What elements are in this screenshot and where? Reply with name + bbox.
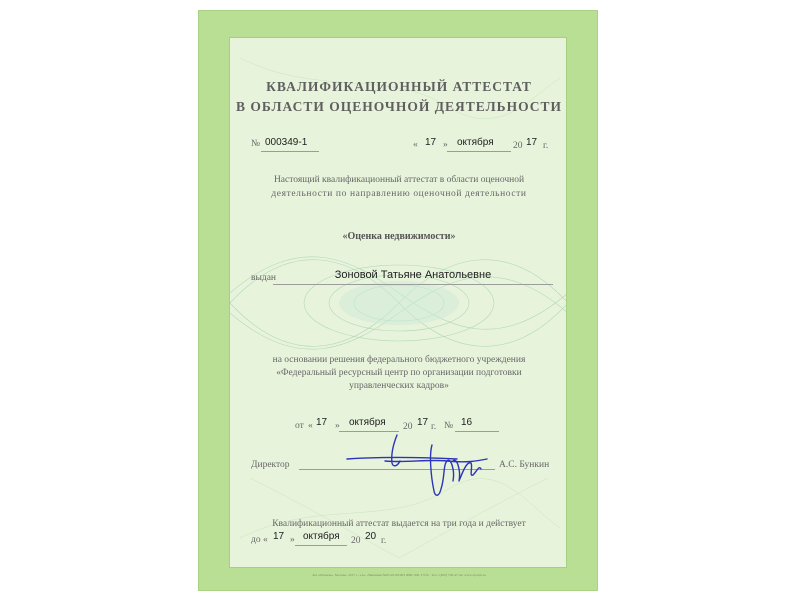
- certificate-title-line-1: КВАЛИФИКАЦИОННЫЙ АТТЕСТАТ: [266, 79, 532, 94]
- direction-title: «Оценка недвижимости»: [342, 231, 456, 242]
- intro-line-1: Настоящий квалификационный аттестат в области оценочной: [273, 175, 525, 185]
- decision-number: 16: [461, 417, 473, 428]
- basis-line-3: управленческих кадров»: [349, 381, 449, 391]
- director-label: Директор: [251, 460, 290, 470]
- certificate-number: 000349-1: [265, 137, 308, 148]
- issue-date-day: 17: [425, 137, 437, 148]
- valid-until-close-quote: »: [290, 535, 295, 545]
- basis-line-2: «Федеральный ресурсный центр по организации подготовки: [276, 368, 522, 378]
- valid-until-month: октября: [303, 531, 340, 542]
- decision-number-prefix: №: [444, 421, 454, 431]
- basis-line-1: на основании решения федерального бюджетного учреждения: [272, 355, 526, 365]
- decision-year-word: г.: [431, 422, 437, 432]
- decision-day: 17: [316, 417, 328, 428]
- number-prefix: №: [251, 139, 261, 149]
- valid-until-year-suffix: 20: [365, 531, 377, 542]
- decision-open-quote: «: [308, 421, 313, 431]
- valid-until-day: 17: [273, 531, 285, 542]
- valid-until-year-prefix: 20: [351, 536, 361, 546]
- decision-close-quote: »: [335, 421, 340, 431]
- recipient-underline: [273, 284, 553, 285]
- validity-line: Квалификационный аттестат выдается на три года и действует: [272, 519, 526, 529]
- valid-until-label: до: [251, 535, 261, 545]
- issued-label: выдан: [251, 273, 277, 283]
- issue-date-month: октября: [457, 137, 494, 148]
- valid-until-year-word: г.: [381, 536, 387, 546]
- issue-date-year-prefix: 20: [513, 141, 523, 151]
- certificate-title-line-2: В ОБЛАСТИ ОЦЕНОЧНОЙ ДЕЯТЕЛЬНОСТИ: [236, 99, 562, 114]
- decision-from-label: от: [295, 421, 304, 431]
- decision-year-prefix: 20: [403, 422, 413, 432]
- intro-line-2: деятельности по направлению оценочной деятельности: [271, 189, 527, 199]
- issue-date-close-quote: »: [443, 140, 448, 150]
- certificate: [198, 10, 598, 591]
- issue-date-open-quote: «: [413, 140, 418, 150]
- issue-date-year-word: г.: [543, 141, 549, 151]
- decision-month: октября: [349, 417, 386, 428]
- issue-month-underline: [447, 151, 511, 152]
- printer-footnote: АО «Опцион», Москва, 2017 г., «А». Лицензия №05-05-09/003 ФНС РФ, ТЗ № . Тел.: (495) 726-47-42, www.opcion.ru: [312, 573, 486, 577]
- valid-until-month-underline: [295, 545, 347, 546]
- director-signature: [337, 431, 497, 511]
- decision-year-suffix: 17: [417, 417, 429, 428]
- number-underline: [261, 151, 319, 152]
- issue-date-year-suffix: 17: [526, 137, 538, 148]
- recipient-name: Зоновой Татьяне Анатольевне: [334, 269, 492, 281]
- valid-until-open-quote: «: [263, 535, 268, 545]
- director-name: А.С. Бункин: [499, 460, 550, 470]
